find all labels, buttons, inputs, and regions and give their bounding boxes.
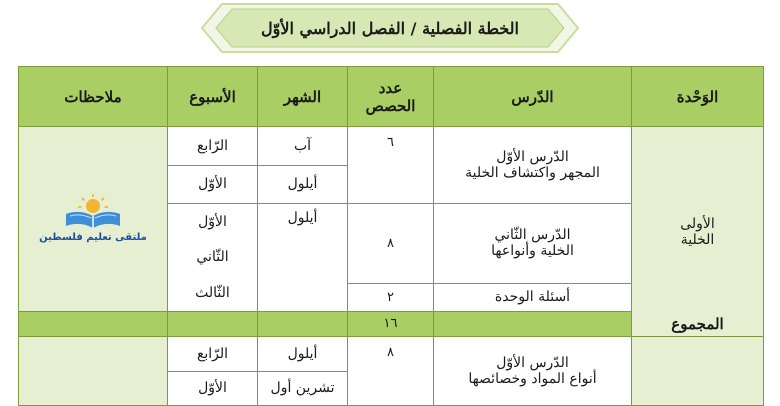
logo-text: ملتقى تعليم فلسطين bbox=[39, 232, 147, 244]
logo bbox=[23, 194, 163, 243]
header-periods: عدد الحصص bbox=[348, 67, 434, 127]
unit-name-line2: الخلية bbox=[680, 231, 715, 248]
total-lesson-cell bbox=[434, 311, 632, 337]
periods-cell: ٨ bbox=[348, 337, 434, 406]
lesson-name: المجهر واكتشاف الخلية bbox=[465, 165, 600, 182]
week-cell: الأوّل bbox=[168, 165, 258, 204]
total-label: المجموع bbox=[671, 314, 724, 333]
notes-cell bbox=[19, 127, 168, 312]
lesson-title: الدّرس الأوّل bbox=[496, 149, 569, 166]
week-value: الثّالث bbox=[195, 284, 230, 301]
header-unit: الوَحْدة bbox=[632, 67, 764, 127]
lesson-title: الدّرس الثّاني bbox=[494, 227, 571, 244]
periods-cell: ٦ bbox=[348, 127, 434, 204]
unit-cell bbox=[632, 127, 764, 337]
month-cell: آب bbox=[258, 127, 348, 166]
header-month: الشهر bbox=[258, 67, 348, 127]
total-notes-cell bbox=[19, 311, 168, 337]
month-cell: تشرين أول bbox=[258, 371, 348, 405]
week-value: الثّاني bbox=[196, 249, 229, 266]
lesson-cell bbox=[434, 127, 632, 204]
month-cell: أيلول bbox=[258, 337, 348, 371]
lesson-name: أنواع المواد وخصائصها bbox=[468, 371, 597, 388]
lesson-cell bbox=[434, 337, 632, 406]
book-sun-icon bbox=[60, 194, 126, 230]
header-week: الأسبوع bbox=[168, 67, 258, 127]
plan-table bbox=[18, 66, 764, 406]
unit-cell bbox=[632, 337, 764, 406]
table-row bbox=[19, 127, 764, 166]
month-cell: أيلول bbox=[258, 204, 348, 311]
week-cell bbox=[168, 204, 258, 311]
page-title: الخطة الفصلية / الفصل الدراسي الأوّل bbox=[261, 18, 519, 38]
lesson-cell bbox=[434, 204, 632, 283]
week-value: الأوّل bbox=[198, 213, 227, 230]
table-row bbox=[19, 337, 764, 371]
header-notes: ملاحظات bbox=[19, 67, 168, 127]
header-lesson: الدّرس bbox=[434, 67, 632, 127]
total-week-cell bbox=[168, 311, 258, 337]
notes-cell bbox=[19, 337, 168, 406]
lesson-name: الخلية وأنواعها bbox=[491, 243, 574, 260]
week-cell: الأوّل bbox=[168, 371, 258, 405]
periods-cell: ٢ bbox=[348, 283, 434, 311]
week-cell: الرّابع bbox=[168, 127, 258, 166]
month-cell: أيلول bbox=[258, 165, 348, 204]
title-banner bbox=[200, 2, 580, 54]
unit-name-line1: الأولى bbox=[680, 215, 715, 232]
lesson-cell: أسئلة الوحدة bbox=[434, 283, 632, 311]
periods-cell: ٨ bbox=[348, 204, 434, 283]
total-month-cell bbox=[258, 311, 348, 337]
lesson-title: الدّرس الأوّل bbox=[496, 355, 569, 372]
week-cell: الرّابع bbox=[168, 337, 258, 371]
header-row bbox=[19, 67, 764, 127]
total-value: ١٦ bbox=[348, 311, 434, 337]
